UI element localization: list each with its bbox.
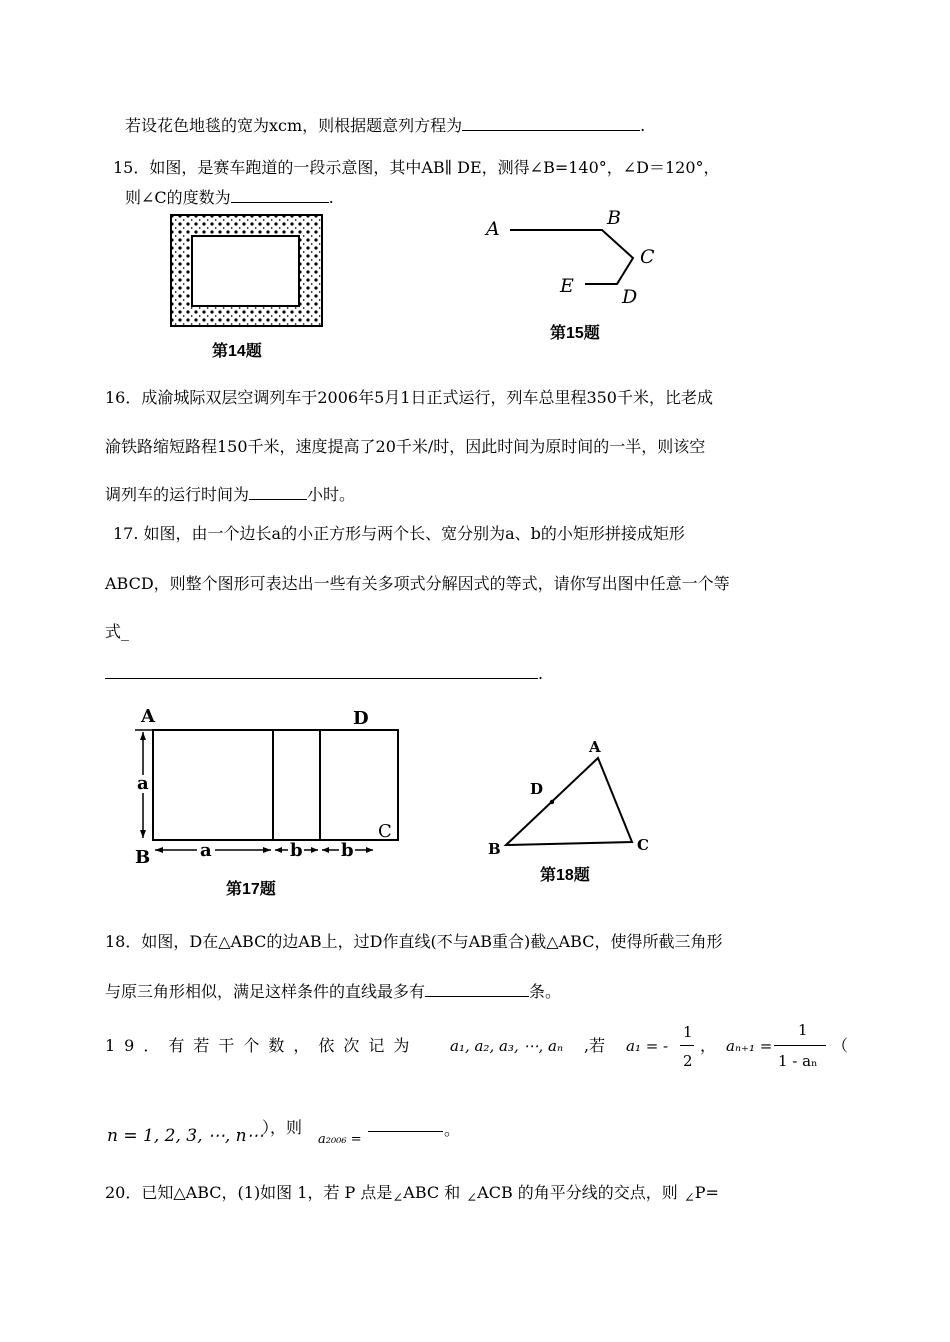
fig14-carpet-diagram: [170, 214, 325, 329]
fig17-label-B: B: [135, 847, 151, 868]
q19-frac-numerator: 1: [798, 1021, 808, 1039]
q14-text: 若设花色地毯的宽为xcm，则根据题意列方程为: [125, 116, 463, 135]
q14-answer-blank[interactable]: [462, 116, 640, 131]
fig14-caption: 第14题: [212, 343, 262, 360]
q17-line2: ABCD，则整个图形可表达出一些有关多项式分解因式的等式，请你写出图中任意一个等: [105, 574, 730, 593]
fig17-outer-rect: [153, 730, 398, 840]
fig18-label-C: C: [637, 836, 649, 854]
q16-line1: 16．成渝城际双层空调列车于2006年5月1日正式运行，列车总里程350千米，比老成: [105, 388, 713, 407]
fig18-label-D: D: [530, 780, 544, 798]
q15-line2: [125, 188, 334, 208]
q17-line1: 17. 如图，由一个边长a的小正方形与两个长、宽分别为a、b的小矩形拼接成矩形: [113, 524, 685, 543]
q14-continuation: [125, 116, 645, 136]
fig18-label-B: B: [488, 840, 501, 858]
q19-a2006: a₂₀₀₆ =: [318, 1132, 362, 1147]
q19-if: ,若: [584, 1036, 606, 1055]
fig17-label-D: D: [353, 708, 369, 729]
fig17-label-seg-b1: b: [290, 840, 303, 861]
fig17-label-seg-a: a: [200, 840, 212, 861]
q20-text: 20．已知△ABC，(1)如图 1，若 P 点是: [105, 1183, 393, 1202]
q19-frac-bar: [774, 1045, 826, 1046]
q19-a1: a₁ = -: [626, 1037, 669, 1055]
q18-answer-blank[interactable]: [425, 982, 529, 997]
fig15-label-D: D: [622, 286, 638, 308]
q16-text: 调列车的运行时间为: [105, 485, 250, 504]
q16-line3: [105, 485, 355, 505]
q20-text-4: P=: [694, 1183, 719, 1202]
q20-angle-3: ∠: [683, 1191, 695, 1206]
fig15-caption: 第15题: [550, 325, 600, 342]
fig15-label-C: C: [640, 246, 655, 268]
q19-answer-blank[interactable]: [368, 1131, 443, 1132]
q16-answer-blank[interactable]: [249, 485, 307, 500]
fig17-label-A: A: [141, 706, 155, 727]
q19-close-then: ），则: [262, 1118, 303, 1137]
q19-half-numerator: 1: [683, 1023, 693, 1041]
q19-half-bar: [680, 1045, 694, 1046]
fig18-point-D: [550, 800, 554, 804]
q18-text: 与原三角形相似，满足这样条件的直线最多有: [105, 982, 426, 1001]
q19-frac-denominator: 1 - aₙ: [778, 1052, 818, 1070]
q17-line3: 式_: [105, 622, 130, 641]
q19-end: 。: [444, 1120, 461, 1139]
q16-line2: 渝铁路缩短路程150千米，速度提高了20千米/时，因此时间为原时间的一半，则该空: [105, 437, 706, 456]
q20-angle-1: ∠: [392, 1191, 404, 1206]
q20-angle-2: ∠: [466, 1191, 478, 1206]
q20-text-2: ABC 和: [403, 1183, 461, 1202]
q15-answer-blank[interactable]: [231, 188, 329, 203]
q14-period: .: [640, 116, 646, 135]
fig14-inner-rect: [192, 236, 299, 306]
q19-half-denominator: 2: [683, 1052, 693, 1070]
q16-unit: 小时。: [307, 485, 356, 504]
q18-unit: 条。: [529, 982, 562, 1001]
q19-intro: 19．有若干个数，依次记为: [105, 1036, 419, 1055]
q20-line1: [105, 1183, 719, 1205]
fig15-track-diagram: [480, 200, 670, 310]
q19-comma: ，: [700, 1036, 717, 1055]
q19-open-paren: （: [832, 1036, 849, 1055]
q15-text: 则∠C的度数为: [125, 188, 231, 207]
fig18-caption: 第18题: [540, 867, 590, 884]
q18-line2: [105, 982, 561, 1002]
fig18-triangle: [506, 758, 632, 845]
q15-line1: 15．如图，是赛车跑道的一段示意图，其中AB∥ DE，测得∠B=140°，∠D＝120°，: [113, 158, 720, 177]
q17-period: .: [538, 664, 544, 683]
fig18-label-A: A: [589, 738, 601, 756]
fig17-label-C: C: [378, 821, 392, 842]
fig17-rectangle-diagram: [125, 700, 405, 870]
q19-n-range: n = 1, 2, 3, ⋯, n⋯: [107, 1126, 264, 1146]
fig17-label-seg-b2: b: [341, 840, 354, 861]
fig17-caption: 第17题: [226, 881, 276, 898]
q20-text-3: ACB 的角平分线的交点，则: [477, 1183, 678, 1202]
fig17-label-side-a: a: [137, 773, 149, 794]
q17-answer-blank[interactable]: [105, 664, 538, 679]
fig15-label-A: A: [486, 218, 500, 240]
q15-period: .: [328, 188, 334, 207]
q19-an1: aₙ₊₁ =: [726, 1037, 773, 1055]
fig15-label-B: B: [607, 207, 621, 229]
q17-line4: [105, 664, 543, 684]
fig15-label-E: E: [560, 275, 574, 297]
fig18-triangle-diagram: [480, 730, 660, 860]
q18-line1: 18．如图，D在△ABC的边AB上，过D作直线(不与AB重合)截△ABC，使得所截三角形: [105, 932, 723, 951]
q19-sequence: a₁, a₂, a₃, ⋯, aₙ: [450, 1037, 564, 1055]
